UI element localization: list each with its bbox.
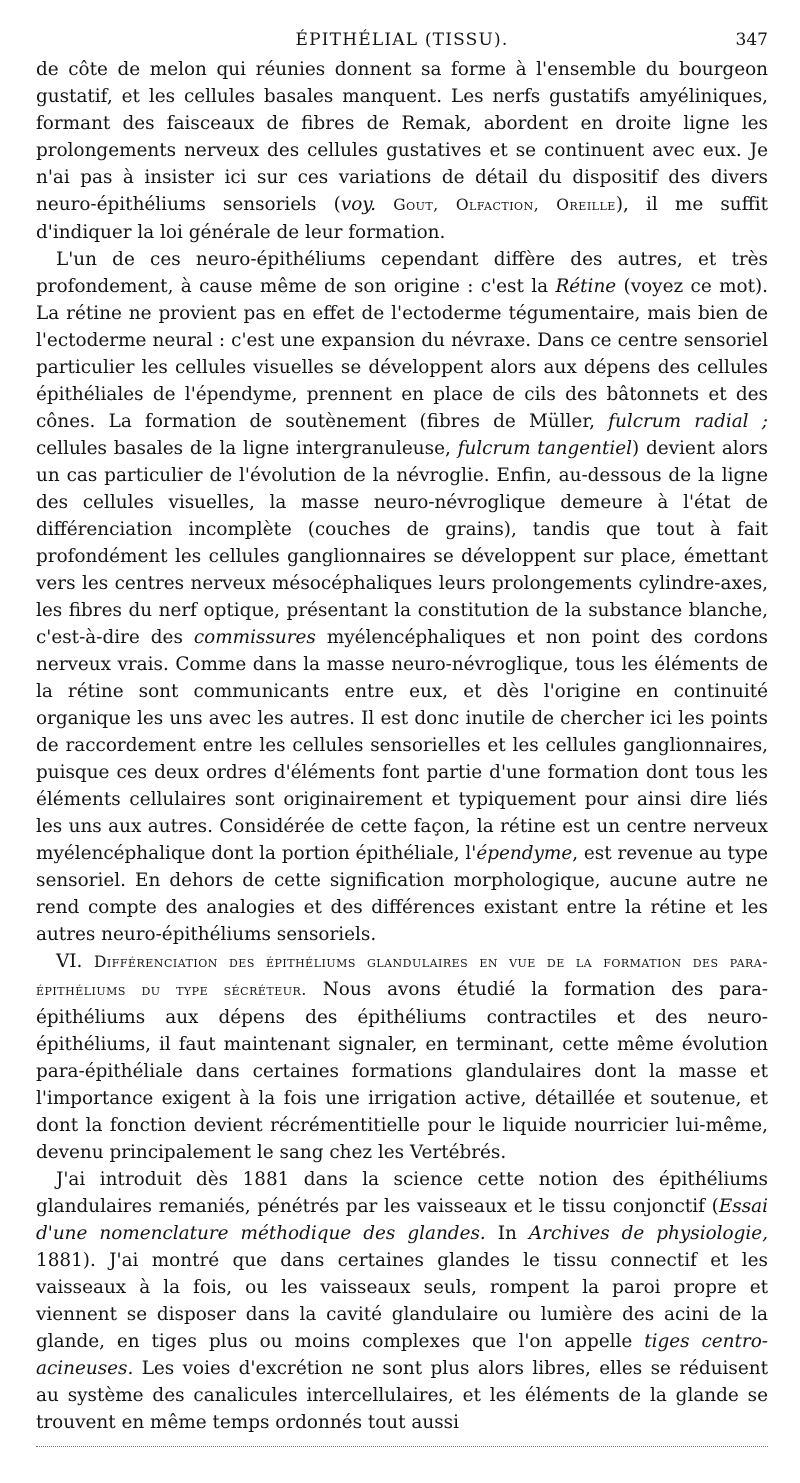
text-run: Les voies d'excrétion ne sont plus alors libres, elles se réduisent au système des canalicules intercellulaires, et les éléments de la glande se trouvent en même temps ordonnés tout aussi xyxy=(36,1358,768,1433)
text-run: , est revenue au type sensoriel. En dehors de cette signification morphologique, aucune autre ne rend compte des analogies et des différences existant entre la rétine et les autres neuro-épithéliums sensoriels. xyxy=(36,843,768,945)
section-number: VI. xyxy=(56,951,83,972)
italic-run: fulcrum radial ; xyxy=(608,411,768,432)
italic-run: voy. xyxy=(340,194,377,215)
footer-dotted-rule xyxy=(36,1446,768,1447)
text-run: cellules basales de la ligne intergranuleuse, xyxy=(36,438,458,459)
italic-run: fulcrum tangentiel xyxy=(457,438,633,459)
text-run: In xyxy=(485,1223,529,1244)
cross-reference: Oreille xyxy=(556,196,616,214)
document-page xyxy=(36,30,768,1436)
text-run: 1881). J'ai montré que dans certaines glandes le tissu connectif et les vaisseaux à la fois, ou les vaisseaux seuls, rompent la paroi propre et viennent se disposer dans la cavité glandulaire ou lumière des acini de la glande, en tiges plus ou moins complexes que l'on appelle xyxy=(36,1250,768,1352)
italic-run: Essai d'une nomenclature méthodique des glandes. xyxy=(36,1196,768,1244)
text-run: de côte de melon qui réunies donnent sa forme à l'ensemble du bourgeon gustatif, et les cellules basales manquent. Les nerfs gustatifs amyéliniques, formant des faisceaux de fibres de Remak, abordent en droite ligne les prolongements nerveux des cellules gustatives et se continuent avec eux. Je n'ai pas à insister ici sur ces variations de détail du dispositif des divers neuro-épithéliums sensoriels ( xyxy=(36,59,768,215)
italic-run: épendyme xyxy=(476,843,573,864)
cross-reference: Gout, xyxy=(393,196,439,214)
paragraph-4 xyxy=(36,1166,768,1436)
text-run: Nous avons étudié la formation des para-épithéliums aux dépens des épithéliums contractiles et des neuro-épithéliums, il faut maintenant signaler, en terminant, cette même évolution para-épithéliale dans certaines formations glandulaires dont la masse et l'importance exigent à la fois une irrigation active, détaillée et soutenue, et dont la fonction devient récrémentitielle pour le liquide nourricier lui-même, devenu principalement le sang chez les Vertébrés. xyxy=(36,979,769,1163)
text-run: (voyez ce mot). La rétine ne provient pas en effet de l'ectoderme tégumentaire, mais bien de l'ectoderme neural : c'est une expansion du névraxe. Dans ce centre sensoriel particulier les cellules visuelles se développent alors aux dépens des cellules épithéliales de l'épendyme, prennent en place de cils des bâtonnets et des cônes. La formation de soutènement (fibres de Müller, xyxy=(36,276,768,432)
paragraph-2 xyxy=(36,246,768,948)
cross-reference: Olfaction, xyxy=(455,196,540,214)
running-header xyxy=(36,30,768,56)
italic-run: Rétine xyxy=(555,276,617,297)
paragraph-3 xyxy=(36,948,768,1166)
text-run: ), il me suffit d'indiquer la loi générale de leur formation. xyxy=(36,194,768,243)
section-heading: Différenciation des épithéliums glandulaires en vue de la formation des para-épithéliums du type sécréteur. xyxy=(36,953,768,999)
text-run: ) devient alors un cas particulier de l'évolution de la névroglie. Enfin, au-dessous de la ligne des cellules visuelles, la masse neuro-névroglique demeure à l'état de différenciation incomplète (couches de grains), tandis que tout à fait profondément les cellules ganglionnaires se développent sur place, émettant vers les centres nerveux mésocéphaliques leurs prolongements cylindre-axes, les fibres du nerf optique, présentant la constitution de la substance blanche, c'est-à-dire des xyxy=(36,438,768,648)
paragraph-1 xyxy=(36,56,768,246)
italic-run: Archives de physiologie, xyxy=(528,1223,768,1244)
italic-run: tiges centro-acineuses. xyxy=(36,1331,768,1379)
page-number: 347 xyxy=(735,30,768,50)
text-run: J'ai introduit dès 1881 dans la science cette notion des épithéliums glandulaires remaniés, pénétrés par les vaisseaux et le tissu conjonctif ( xyxy=(36,1169,768,1217)
italic-run: commissures xyxy=(193,627,316,648)
text-run: myélencéphaliques et non point des cordons nerveux vrais. Comme dans la masse neuro-névroglique, tous les éléments de la rétine sont communicants entre eux, et dès l'origine en continuité organique les uns avec les autres. Il est donc inutile de chercher ici les points de raccordement entre les cellules sensorielles et les cellules ganglionnaires, puisque ces deux ordres d'éléments font partie d'une formation dont tous les éléments cellulaires sont originairement et typiquement pour ainsi dire liés les uns aux autres. Considérée de cette façon, la rétine est un centre nerveux myélencéphalique dont la portion épithéliale, l' xyxy=(36,627,768,864)
text-run: L'un de ces neuro-épithéliums cependant diffère des autres, et très profondement, à cause même de son origine : c'est la xyxy=(36,249,768,297)
running-title: ÉPITHÉLIAL (TISSU). xyxy=(295,30,509,50)
